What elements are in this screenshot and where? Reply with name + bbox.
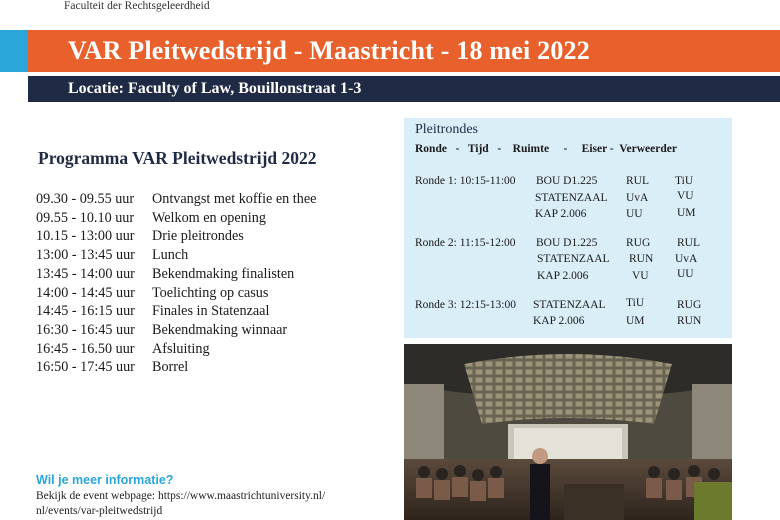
round-eiser: UU bbox=[626, 208, 643, 220]
schedule-desc: Welkom en opening bbox=[152, 209, 266, 226]
round-eiser: VU bbox=[632, 270, 649, 282]
round-eiser: RUL bbox=[626, 175, 649, 187]
round-room: STATENZAAL bbox=[535, 192, 608, 204]
schedule-row bbox=[36, 284, 316, 303]
program-schedule bbox=[36, 190, 316, 377]
schedule-row bbox=[36, 358, 316, 377]
round-room: KAP 2.006 bbox=[533, 315, 585, 327]
schedule-time: 13:45 - 14:00 uur bbox=[36, 265, 135, 282]
round-verweerder: RUN bbox=[677, 315, 702, 327]
schedule-desc: Afsluiting bbox=[152, 340, 210, 357]
schedule-time: 14:00 - 14:45 uur bbox=[36, 284, 135, 301]
round-eiser: RUN bbox=[629, 253, 654, 265]
round-verweerder: UM bbox=[677, 207, 696, 219]
pleitrondes-title: Pleitrondes bbox=[415, 122, 478, 137]
round-label: Ronde 2: 11:15-12:00 bbox=[415, 237, 516, 249]
statenzaal-photo bbox=[404, 344, 732, 520]
round-room: STATENZAAL bbox=[533, 299, 606, 311]
location-text: Locatie: Faculty of Law, Bouillonstraat 1-3 bbox=[68, 80, 362, 97]
round-eiser: UvA bbox=[626, 192, 649, 204]
event-title: VAR Pleitwedstrijd - Maastricht - 18 mei 2022 bbox=[68, 36, 590, 65]
schedule-row bbox=[36, 246, 316, 265]
schedule-row bbox=[36, 321, 316, 340]
schedule-time: 10.15 - 13:00 uur bbox=[36, 228, 135, 245]
schedule-time: 13:00 - 13:45 uur bbox=[36, 247, 135, 264]
schedule-time: 14:45 - 16:15 uur bbox=[36, 303, 135, 320]
title-banner bbox=[28, 30, 780, 72]
round-eiser: RUG bbox=[626, 237, 651, 249]
schedule-row bbox=[36, 302, 316, 321]
schedule-desc: Bekendmaking finalisten bbox=[152, 265, 295, 282]
schedule-desc: Finales in Statenzaal bbox=[152, 303, 270, 320]
round-label: Ronde 1: 10:15-11:00 bbox=[415, 175, 516, 187]
faculty-name: Faculteit der Rechtsgeleerdheid bbox=[64, 0, 210, 12]
program-title: Programma VAR Pleitwedstrijd 2022 bbox=[38, 148, 317, 168]
round-room: KAP 2.006 bbox=[535, 208, 587, 220]
schedule-row bbox=[36, 227, 316, 246]
schedule-desc: Bekendmaking winnaar bbox=[152, 321, 288, 338]
pleitrondes-panel bbox=[404, 118, 732, 338]
schedule-desc: Lunch bbox=[152, 247, 189, 264]
hall-illustration bbox=[404, 344, 732, 520]
schedule-time: 16:45 - 16.50 uur bbox=[36, 340, 135, 357]
schedule-time: 09.30 - 09.55 uur bbox=[36, 191, 135, 207]
round-verweerder: VU bbox=[677, 190, 694, 202]
info-question: Wil je meer informatie? bbox=[36, 473, 174, 487]
round-room: KAP 2.006 bbox=[537, 270, 589, 282]
round-room: BOU D1.225 bbox=[536, 237, 598, 249]
schedule-desc: Borrel bbox=[152, 359, 189, 376]
round-verweerder: RUG bbox=[677, 299, 702, 311]
schedule-row bbox=[36, 209, 316, 228]
schedule-desc: Ontvangst met koffie en thee bbox=[152, 191, 317, 207]
schedule-desc: Drie pleitrondes bbox=[152, 228, 244, 245]
round-verweerder: UvA bbox=[675, 253, 698, 265]
blue-accent-tab bbox=[0, 30, 28, 72]
schedule-row bbox=[36, 190, 316, 209]
schedule-row bbox=[36, 340, 316, 359]
schedule-time: 09.55 - 10.10 uur bbox=[36, 209, 135, 226]
info-link-line2[interactable]: nl/events/var-pleitwedstrijd bbox=[36, 505, 163, 517]
schedule-time: 16:30 - 16:45 uur bbox=[36, 321, 135, 338]
round-verweerder: TiU bbox=[675, 175, 694, 187]
schedule-time: 16:50 - 17:45 uur bbox=[36, 359, 135, 376]
location-banner bbox=[28, 76, 780, 102]
round-verweerder: RUL bbox=[677, 237, 700, 249]
more-info bbox=[36, 473, 325, 519]
round-label: Ronde 3: 12:15-13:00 bbox=[415, 299, 516, 311]
round-room: BOU D1.225 bbox=[536, 175, 598, 187]
schedule-row bbox=[36, 265, 316, 284]
round-eiser: UM bbox=[626, 315, 645, 327]
round-verweerder: UU bbox=[677, 268, 694, 280]
round-room: STATENZAAL bbox=[537, 253, 610, 265]
round-eiser: TiU bbox=[626, 297, 645, 309]
info-link-line1[interactable]: Bekijk de event webpage: https://www.maastrichtuniversity.nl/ bbox=[36, 490, 326, 502]
schedule-desc: Toelichting op casus bbox=[152, 284, 269, 301]
pleitrondes-header: Ronde - Tijd - Ruimte - Eiser - Verweerder bbox=[415, 143, 677, 155]
